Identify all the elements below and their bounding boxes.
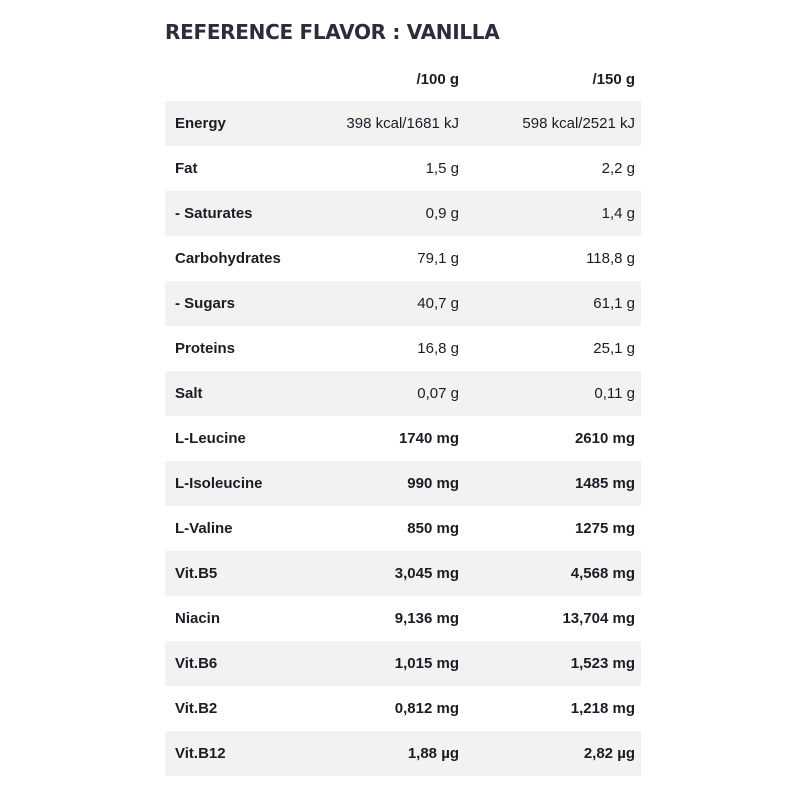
nutrient-name: L-Leucine	[175, 430, 246, 447]
value-per-100g: 79,1 g	[417, 250, 459, 267]
page-title: REFERENCE FLAVOR : VANILLA	[165, 20, 500, 44]
value-per-100g: 3,045 mg	[394, 565, 459, 582]
value-per-150g: 25,1 g	[593, 340, 635, 357]
value-per-100g: 1,5 g	[425, 160, 459, 177]
value-per-100g: 398 kcal/1681 kJ	[346, 115, 459, 132]
column-header-per-100g: /100 g	[416, 70, 459, 88]
nutrient-name: Vit.B12	[175, 745, 226, 762]
nutrient-name: Vit.B2	[175, 700, 218, 717]
value-per-150g: 4,568 mg	[570, 565, 635, 582]
value-per-150g: 1,523 mg	[570, 655, 635, 672]
value-per-150g: 1,4 g	[601, 205, 635, 222]
nutrition-table	[165, 57, 641, 776]
value-per-100g: 850 mg	[407, 520, 459, 537]
table-row-saturates	[165, 191, 641, 236]
value-per-150g: 0,11 g	[594, 385, 635, 402]
nutrient-name: Carbohydrates	[175, 250, 281, 267]
table-row-fat	[165, 146, 641, 191]
table-row-carbohydrates	[165, 236, 641, 281]
table-row-l-valine	[165, 506, 641, 551]
table-row-vit-b12	[165, 731, 641, 776]
nutrient-name: - Sugars	[175, 295, 236, 312]
value-per-150g: 118,8 g	[586, 250, 635, 267]
table-row-vit-b6	[165, 641, 641, 686]
table-row-l-isoleucine	[165, 461, 641, 506]
value-per-150g: 1,218 mg	[570, 700, 635, 717]
column-header-per-150g: /150 g	[592, 70, 635, 88]
nutrient-name: Fat	[175, 160, 198, 177]
value-per-100g: 9,136 mg	[394, 610, 459, 627]
value-per-100g: 1,88 µg	[407, 745, 459, 762]
table-row-niacin	[165, 596, 641, 641]
value-per-100g: 40,7 g	[417, 295, 459, 312]
table-row-l-leucine	[165, 416, 641, 461]
nutrient-name: Salt	[175, 385, 203, 402]
table-header-row	[165, 57, 641, 101]
table-row-salt	[165, 371, 641, 416]
value-per-100g: 0,9 g	[425, 205, 459, 222]
value-per-150g: 61,1 g	[593, 295, 635, 312]
value-per-150g: 1275 mg	[574, 520, 635, 537]
value-per-150g: 13,704 mg	[562, 610, 635, 627]
table-row-vit-b5	[165, 551, 641, 596]
value-per-150g: 2,82 µg	[583, 745, 635, 762]
value-per-100g: 0,812 mg	[394, 700, 459, 717]
value-per-100g: 0,07 g	[417, 385, 459, 402]
table-row-vit-b2	[165, 686, 641, 731]
table-row-energy	[165, 101, 641, 146]
value-per-100g: 16,8 g	[417, 340, 459, 357]
value-per-100g: 1,015 mg	[394, 655, 459, 672]
nutrient-name: Niacin	[175, 610, 221, 627]
value-per-150g: 2,2 g	[601, 160, 635, 177]
table-row-proteins	[165, 326, 641, 371]
value-per-150g: 1485 mg	[574, 475, 635, 492]
nutrient-name: Vit.B5	[175, 565, 218, 582]
value-per-150g: 2610 mg	[574, 430, 635, 447]
nutrient-name: - Saturates	[175, 205, 253, 222]
nutrient-name: L-Isoleucine	[175, 475, 263, 492]
value-per-100g: 990 mg	[407, 475, 459, 492]
value-per-150g: 598 kcal/2521 kJ	[522, 115, 635, 132]
table-row-sugars	[165, 281, 641, 326]
nutrient-name: Energy	[175, 115, 226, 132]
nutrient-name: Vit.B6	[175, 655, 218, 672]
nutrient-name: L-Valine	[175, 520, 233, 537]
nutrient-name: Proteins	[175, 340, 236, 357]
value-per-100g: 1740 mg	[398, 430, 459, 447]
